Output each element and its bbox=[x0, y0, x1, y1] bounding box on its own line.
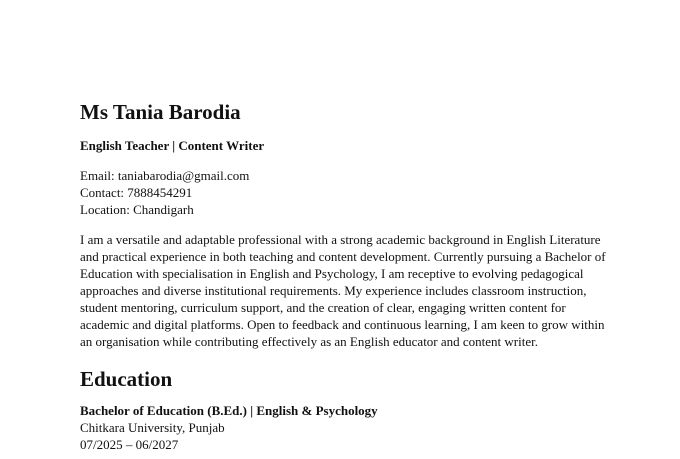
candidate-name: Ms Tania Barodia bbox=[80, 100, 241, 124]
education-degree: Bachelor of Education (B.Ed.) | English & Psychology bbox=[80, 403, 378, 418]
candidate-headline: English Teacher | Content Writer bbox=[80, 138, 265, 153]
contact-email: Email: taniabarodia@gmail.com bbox=[80, 168, 250, 183]
contact-location: Location: Chandigarh bbox=[80, 202, 194, 217]
resume-page bbox=[80, 99, 610, 453]
education-entry bbox=[80, 402, 610, 453]
education-dates: 07/2025 – 06/2027 bbox=[80, 437, 179, 452]
contact-block bbox=[80, 167, 610, 218]
education-heading: Education bbox=[80, 367, 173, 391]
contact-phone: Contact: 7888454291 bbox=[80, 185, 193, 200]
profile-summary: I am a versatile and adaptable professional with a strong academic background in English Literature and practical experience in both teaching and content development. Currently pursuing a Bachelor of Education with specialisation in English and Psychology, I am receptive to evolving pedagogical approaches and diverse institutional requirements. My experience includes classroom instruction, student mentoring, curriculum support, and the creation of clear, engaging written content for academic and digital platforms. Open to feedback and continuous learning, I am keen to grow within an organisation while contributing effectively as an English educator and content writer. bbox=[80, 232, 606, 349]
education-institution: Chitkara University, Punjab bbox=[80, 420, 225, 435]
